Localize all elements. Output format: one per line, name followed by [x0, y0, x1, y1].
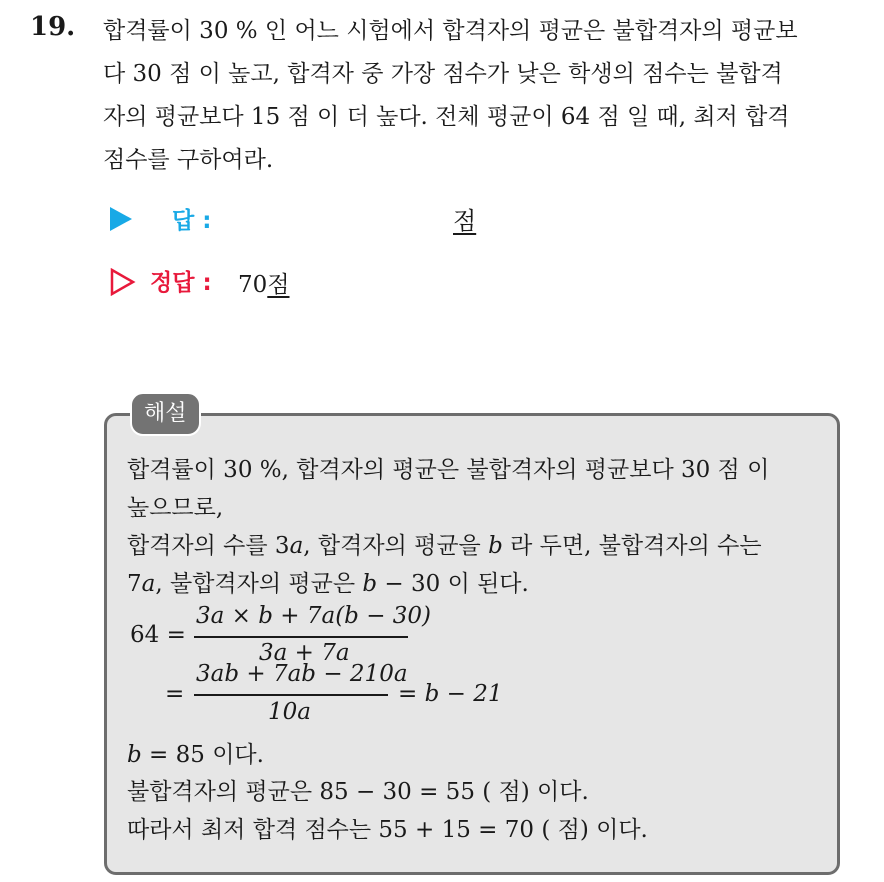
- equation-lhs: 64 =: [130, 622, 186, 648]
- math-var: a: [289, 533, 304, 559]
- math-var: a: [141, 571, 156, 597]
- solution-text: 라 두면, 불합격자의 수는: [502, 533, 762, 559]
- correct-answer-label: 정답 :: [150, 270, 212, 296]
- math-var: b: [127, 742, 142, 768]
- solution-text: , 불합격자의 평균은: [155, 571, 363, 597]
- solution-line: 불합격자의 평균은 85 − 30 = 55 ( 점) 이다.: [127, 779, 589, 805]
- fraction-bar: [194, 694, 388, 696]
- solution-line: [127, 527, 762, 560]
- solution-line: 합격률이 30 %, 합격자의 평균은 불합격자의 평균보다 30 점 이: [127, 457, 770, 483]
- question-number: 19.: [30, 12, 76, 42]
- correct-answer-value: [238, 266, 290, 299]
- fraction-denominator: 3a + 7a: [259, 640, 350, 666]
- answer-row: [110, 200, 510, 240]
- fraction-numerator: 3a × b + 7a(b − 30): [196, 603, 432, 629]
- fraction-bar: [194, 636, 408, 638]
- correct-answer-unit: 점: [267, 272, 290, 298]
- solution-line: [127, 565, 529, 598]
- answer-label: 답 :: [172, 208, 212, 234]
- question-line: 합격률이 30 % 인 어느 시험에서 합격자의 평균은 불합격자의 평균보: [103, 18, 798, 44]
- solution-tag: 해설: [130, 392, 201, 436]
- solution-text: , 합격자의 평균을: [303, 533, 489, 559]
- solution-text: 7: [127, 571, 142, 597]
- equation-equals: =: [165, 681, 185, 707]
- solution-text: = 85 이다.: [141, 742, 264, 768]
- fraction-denominator: 10a: [268, 699, 311, 725]
- correct-answer-number: 70: [238, 272, 268, 298]
- question-text: [103, 10, 868, 182]
- solution-line: 높으므로,: [127, 495, 224, 521]
- solution-line: 따라서 최저 합격 점수는 55 + 15 = 70 ( 점) 이다.: [127, 817, 648, 843]
- correct-answer-row: [110, 264, 510, 304]
- question-line: 점수를 구하여라.: [103, 147, 274, 173]
- outline-triangle-icon: [110, 268, 136, 296]
- fraction-numerator: 3ab + 7ab − 210a: [196, 661, 408, 687]
- equation-rhs: = b − 21: [398, 681, 503, 707]
- solution-text: 합격자의 수를 3: [127, 533, 290, 559]
- answer-blank-unit[interactable]: 점: [453, 207, 477, 235]
- question-line: 자의 평균보다 15 점 이 더 높다. 전체 평균이 64 점 일 때, 최저 합격: [103, 104, 790, 130]
- math-var: b: [362, 571, 378, 597]
- question-line: 다 30 점 이 높고, 합격자 중 가장 점수가 낮은 학생의 점수는 불합격: [103, 61, 783, 87]
- math-var: b: [488, 533, 503, 559]
- solution-line: [127, 736, 264, 769]
- solution-text: − 30 이 된다.: [377, 571, 529, 597]
- play-triangle-icon: [110, 207, 132, 231]
